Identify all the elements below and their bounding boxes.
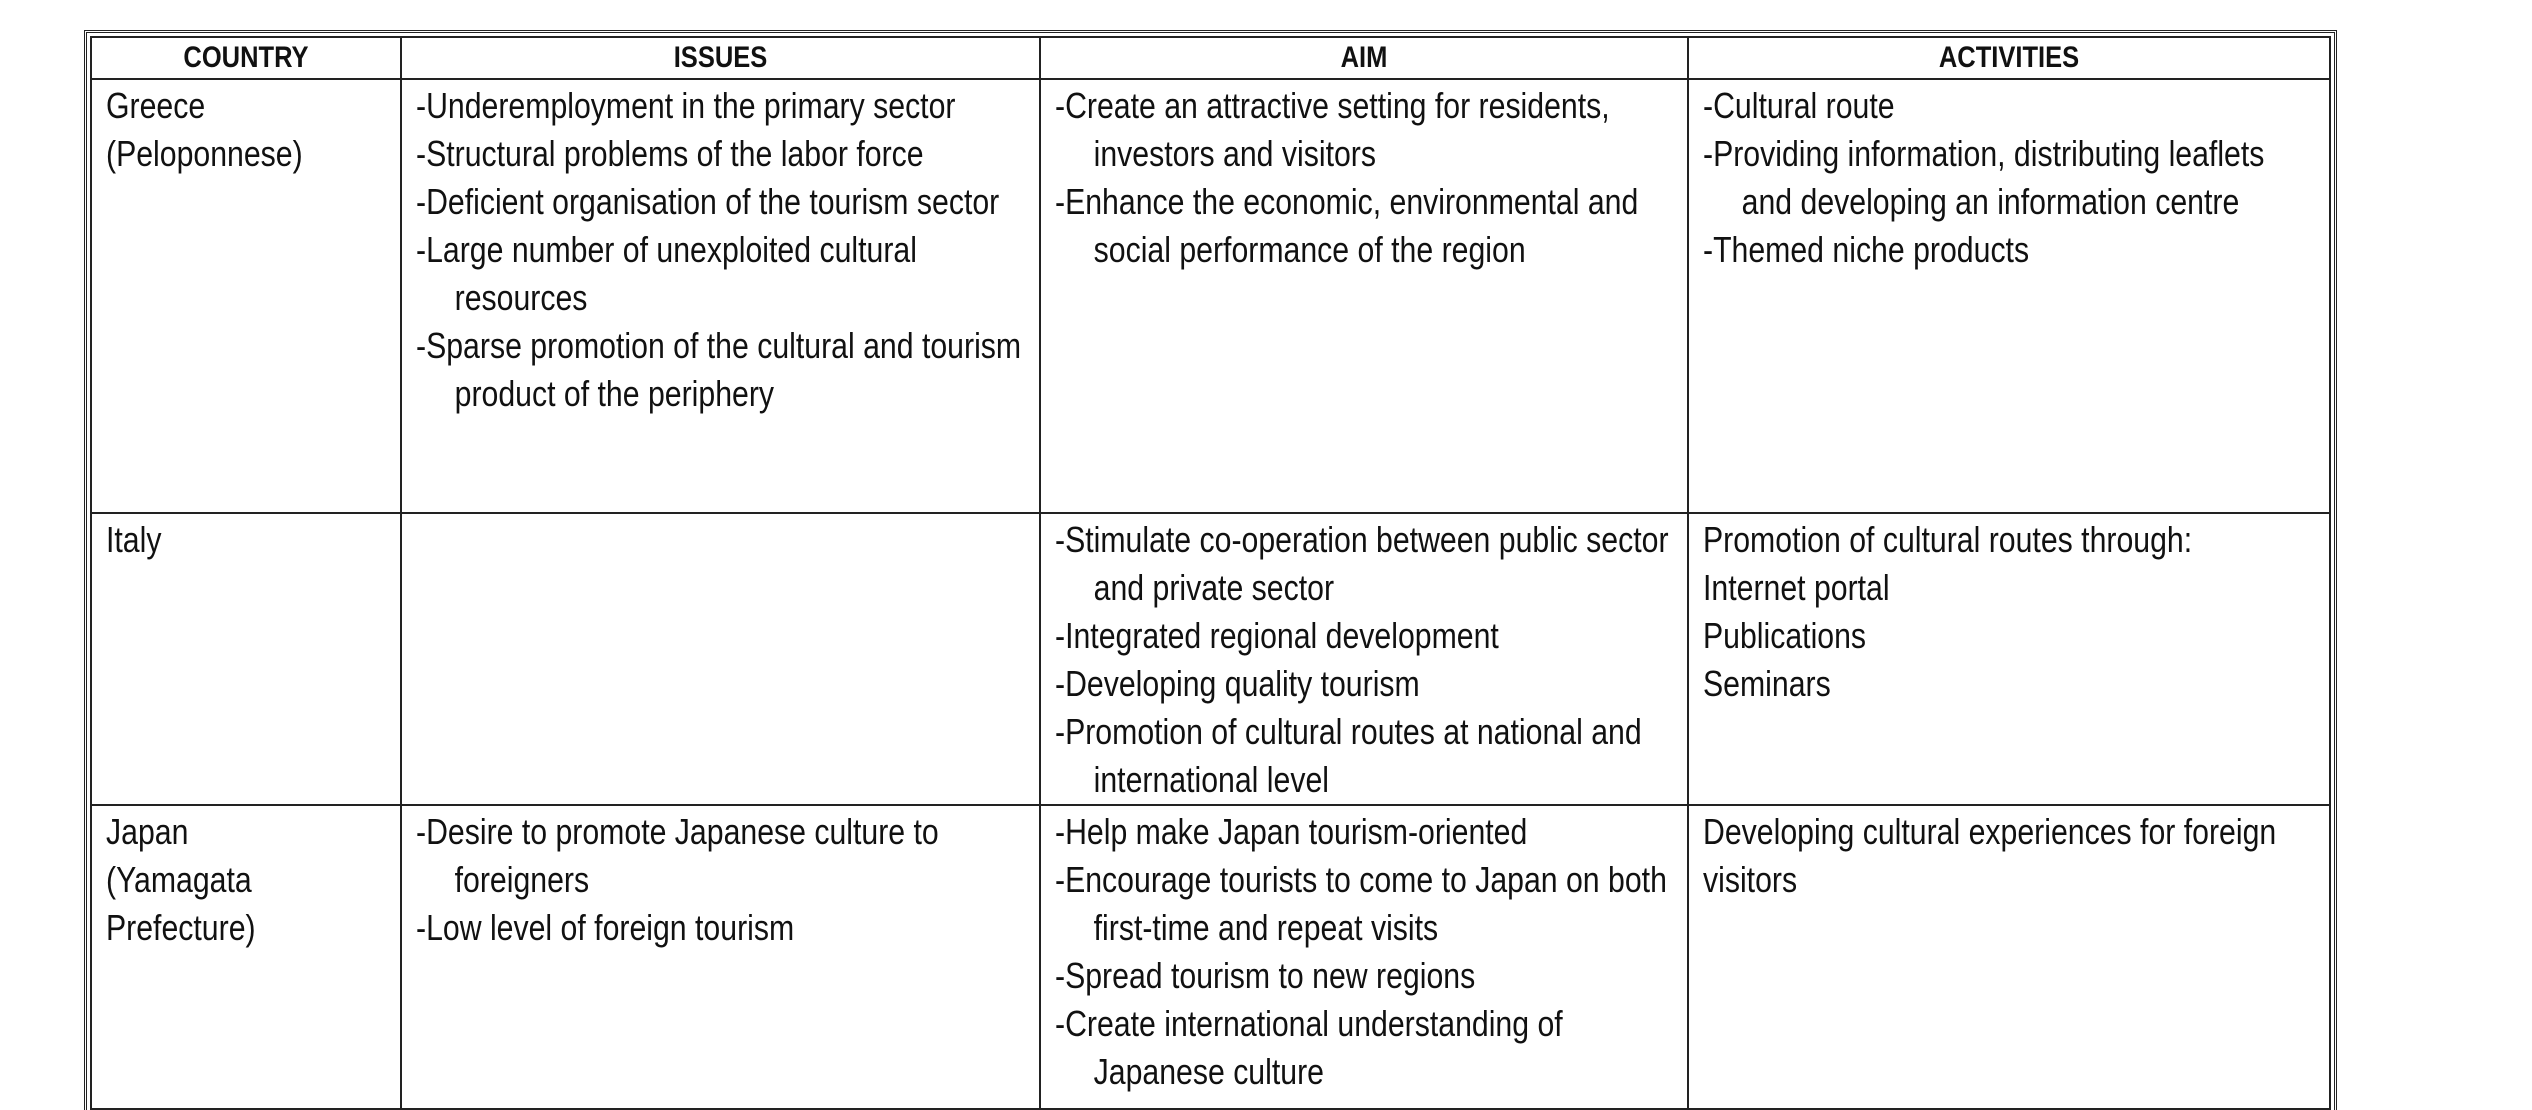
issue-item: -Sparse promotion of the cultural and tourism product of the periphery: [416, 325, 1022, 414]
country-line: Greece: [106, 85, 206, 126]
issue-item: -Underemployment in the primary sector: [416, 85, 956, 126]
table-header-row: [91, 37, 2330, 79]
aim-item: -Help make Japan tourism-oriented: [1055, 811, 1528, 852]
aim-cell: [1040, 513, 1688, 805]
table-row-japan: [91, 805, 2330, 1109]
activity-item: Seminars: [1703, 663, 1831, 704]
activity-item: -Themed niche products: [1703, 229, 2030, 270]
country-cell: [91, 805, 401, 1109]
aim-item: -Encourage tourists to come to Japan on both first-time and repeat visits: [1055, 859, 1667, 948]
aim-item: -Spread tourism to new regions: [1055, 955, 1476, 996]
activity-item: -Cultural route: [1703, 85, 1895, 126]
aim-item: -Create international understanding of Japanese culture: [1055, 1003, 1563, 1092]
issue-item: -Desire to promote Japanese culture to foreigners: [416, 811, 939, 900]
activities-cell: [1688, 805, 2330, 1109]
issue-item: -Low level of foreign tourism: [416, 907, 795, 948]
country-cell: [91, 79, 401, 513]
comparison-table-frame: [84, 30, 2337, 1110]
issues-cell: [401, 79, 1040, 513]
aim-item: -Create an attractive setting for residents, investors and visitors: [1055, 85, 1610, 174]
table-row-italy: [91, 513, 2330, 805]
table-row-greece: [91, 79, 2330, 513]
activity-item: Promotion of cultural routes through:: [1703, 519, 2193, 560]
activities-cell: [1688, 513, 2330, 805]
issues-cell: [401, 805, 1040, 1109]
column-header-country: COUNTRY: [114, 37, 378, 79]
aim-item: -Stimulate co-operation between public sector and private sector: [1055, 519, 1669, 608]
column-header-activities: ACTIVITIES: [1736, 37, 2282, 79]
aim-item: -Enhance the economic, environmental and social performance of the region: [1055, 181, 1639, 270]
country-line: Prefecture): [106, 907, 256, 948]
activity-item: Developing cultural experiences for foreign visitors: [1703, 811, 2277, 900]
issues-cell: [401, 513, 1040, 805]
country-line: Japan: [106, 811, 189, 852]
aim-item: -Developing quality tourism: [1055, 663, 1420, 704]
issue-item: -Structural problems of the labor force: [416, 133, 924, 174]
activities-cell: [1688, 79, 2330, 513]
country-line: Italy: [106, 519, 162, 560]
column-header-issues: ISSUES: [449, 37, 992, 79]
issue-item: -Large number of unexploited cultural resources: [416, 229, 917, 318]
issue-item: -Deficient organisation of the tourism sector: [416, 181, 1000, 222]
aim-cell: [1040, 805, 1688, 1109]
activity-item: Publications: [1703, 615, 1867, 656]
activity-item: -Providing information, distributing leaflets and developing an information centre: [1703, 133, 2265, 222]
country-line: (Peloponnese): [106, 133, 303, 174]
comparison-table: [90, 36, 2331, 1110]
aim-item: -Integrated regional development: [1055, 615, 1499, 656]
aim-cell: [1040, 79, 1688, 513]
aim-item: -Promotion of cultural routes at national and international level: [1055, 711, 1642, 800]
country-cell: [91, 513, 401, 805]
country-line: (Yamagata: [106, 859, 252, 900]
column-header-aim: AIM: [1089, 37, 1640, 79]
activity-item: Internet portal: [1703, 567, 1890, 608]
